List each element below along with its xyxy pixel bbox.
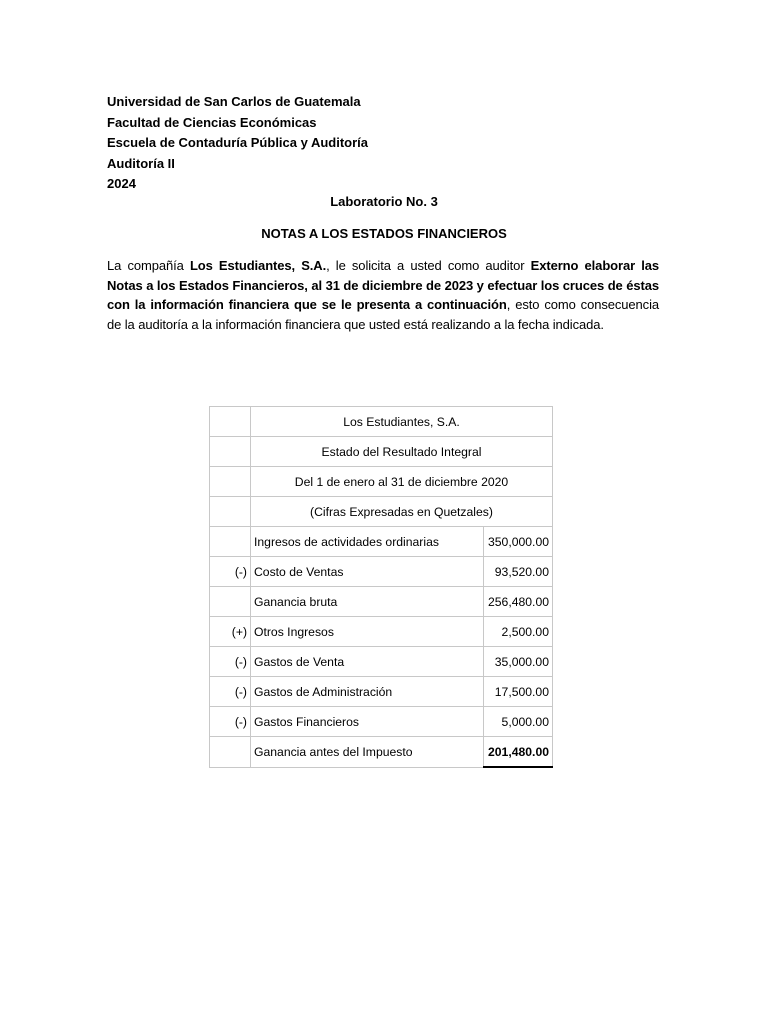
course-name: Auditoría II bbox=[107, 155, 175, 171]
row-sign: (+) bbox=[210, 617, 251, 647]
table-row bbox=[210, 707, 553, 737]
intro-text-2: , le solicita a usted como auditor bbox=[326, 258, 531, 273]
row-sign bbox=[210, 737, 251, 768]
empty-cell bbox=[210, 497, 251, 527]
row-label: Costo de Ventas bbox=[251, 557, 484, 587]
table-row bbox=[210, 617, 553, 647]
row-sign bbox=[210, 527, 251, 557]
row-amount: 256,480.00 bbox=[484, 587, 553, 617]
table-row bbox=[210, 557, 553, 587]
row-label: Ingresos de actividades ordinarias bbox=[251, 527, 484, 557]
row-label: Otros Ingresos bbox=[251, 617, 484, 647]
row-sign: (-) bbox=[210, 707, 251, 737]
table-row bbox=[210, 677, 553, 707]
statement-heading-row bbox=[210, 437, 553, 467]
empty-cell bbox=[210, 437, 251, 467]
empty-cell bbox=[210, 467, 251, 497]
row-amount: 17,500.00 bbox=[484, 677, 553, 707]
table-row bbox=[210, 527, 553, 557]
row-label: Gastos de Administración bbox=[251, 677, 484, 707]
statement-company: Los Estudiantes, S.A. bbox=[251, 407, 553, 437]
lab-title: Laboratorio No. 3 bbox=[330, 194, 438, 209]
row-sign: (-) bbox=[210, 557, 251, 587]
statement-heading-row bbox=[210, 497, 553, 527]
row-label: Gastos de Venta bbox=[251, 647, 484, 677]
intro-text-1: La compañía bbox=[107, 258, 190, 273]
institution-header bbox=[107, 92, 368, 195]
university-name: Universidad de San Carlos de Guatemala bbox=[107, 94, 361, 109]
row-amount: 93,520.00 bbox=[484, 557, 553, 587]
row-amount: 5,000.00 bbox=[484, 707, 553, 737]
faculty-name: Facultad de Ciencias Económicas bbox=[107, 114, 317, 130]
row-sign: (-) bbox=[210, 677, 251, 707]
row-label: Ganancia bruta bbox=[251, 587, 484, 617]
statement-heading-row bbox=[210, 467, 553, 497]
row-label: Ganancia antes del Impuesto bbox=[251, 737, 484, 768]
statement-heading-row bbox=[210, 407, 553, 437]
statement-currency-note: (Cifras Expresadas en Quetzales) bbox=[251, 497, 553, 527]
document-title: NOTAS A LOS ESTADOS FINANCIEROS bbox=[261, 226, 507, 241]
row-amount: 2,500.00 bbox=[484, 617, 553, 647]
income-statement-table bbox=[209, 406, 553, 768]
table-row bbox=[210, 647, 553, 677]
intro-paragraph bbox=[107, 256, 659, 334]
intro-company: Los Estudiantes, S.A. bbox=[189, 258, 327, 273]
row-label: Gastos Financieros bbox=[251, 707, 484, 737]
row-amount-total: 201,480.00 bbox=[484, 737, 553, 768]
statement-period: Del 1 de enero al 31 de diciembre 2020 bbox=[251, 467, 553, 497]
table-row bbox=[210, 587, 553, 617]
row-amount: 350,000.00 bbox=[484, 527, 553, 557]
row-amount: 35,000.00 bbox=[484, 647, 553, 677]
intro-request: Externo elaborar las Notas a los Estados Financieros, al 31 de diciembre de 2023 y efectuar los cruces de éstas con la información financiera que se le presenta a continuación bbox=[107, 258, 660, 312]
row-sign: (-) bbox=[210, 647, 251, 677]
year: 2024 bbox=[107, 176, 136, 191]
row-sign bbox=[210, 587, 251, 617]
intro-text-3: , esto como consecuencia de la auditoría a la información financiera que usted está realizando a la fecha indicada. bbox=[107, 297, 659, 332]
statement-name: Estado del Resultado Integral bbox=[251, 437, 553, 467]
school-name: Escuela de Contaduría Pública y Auditoría bbox=[107, 135, 369, 150]
empty-cell bbox=[210, 407, 251, 437]
table-row-total bbox=[210, 737, 553, 768]
